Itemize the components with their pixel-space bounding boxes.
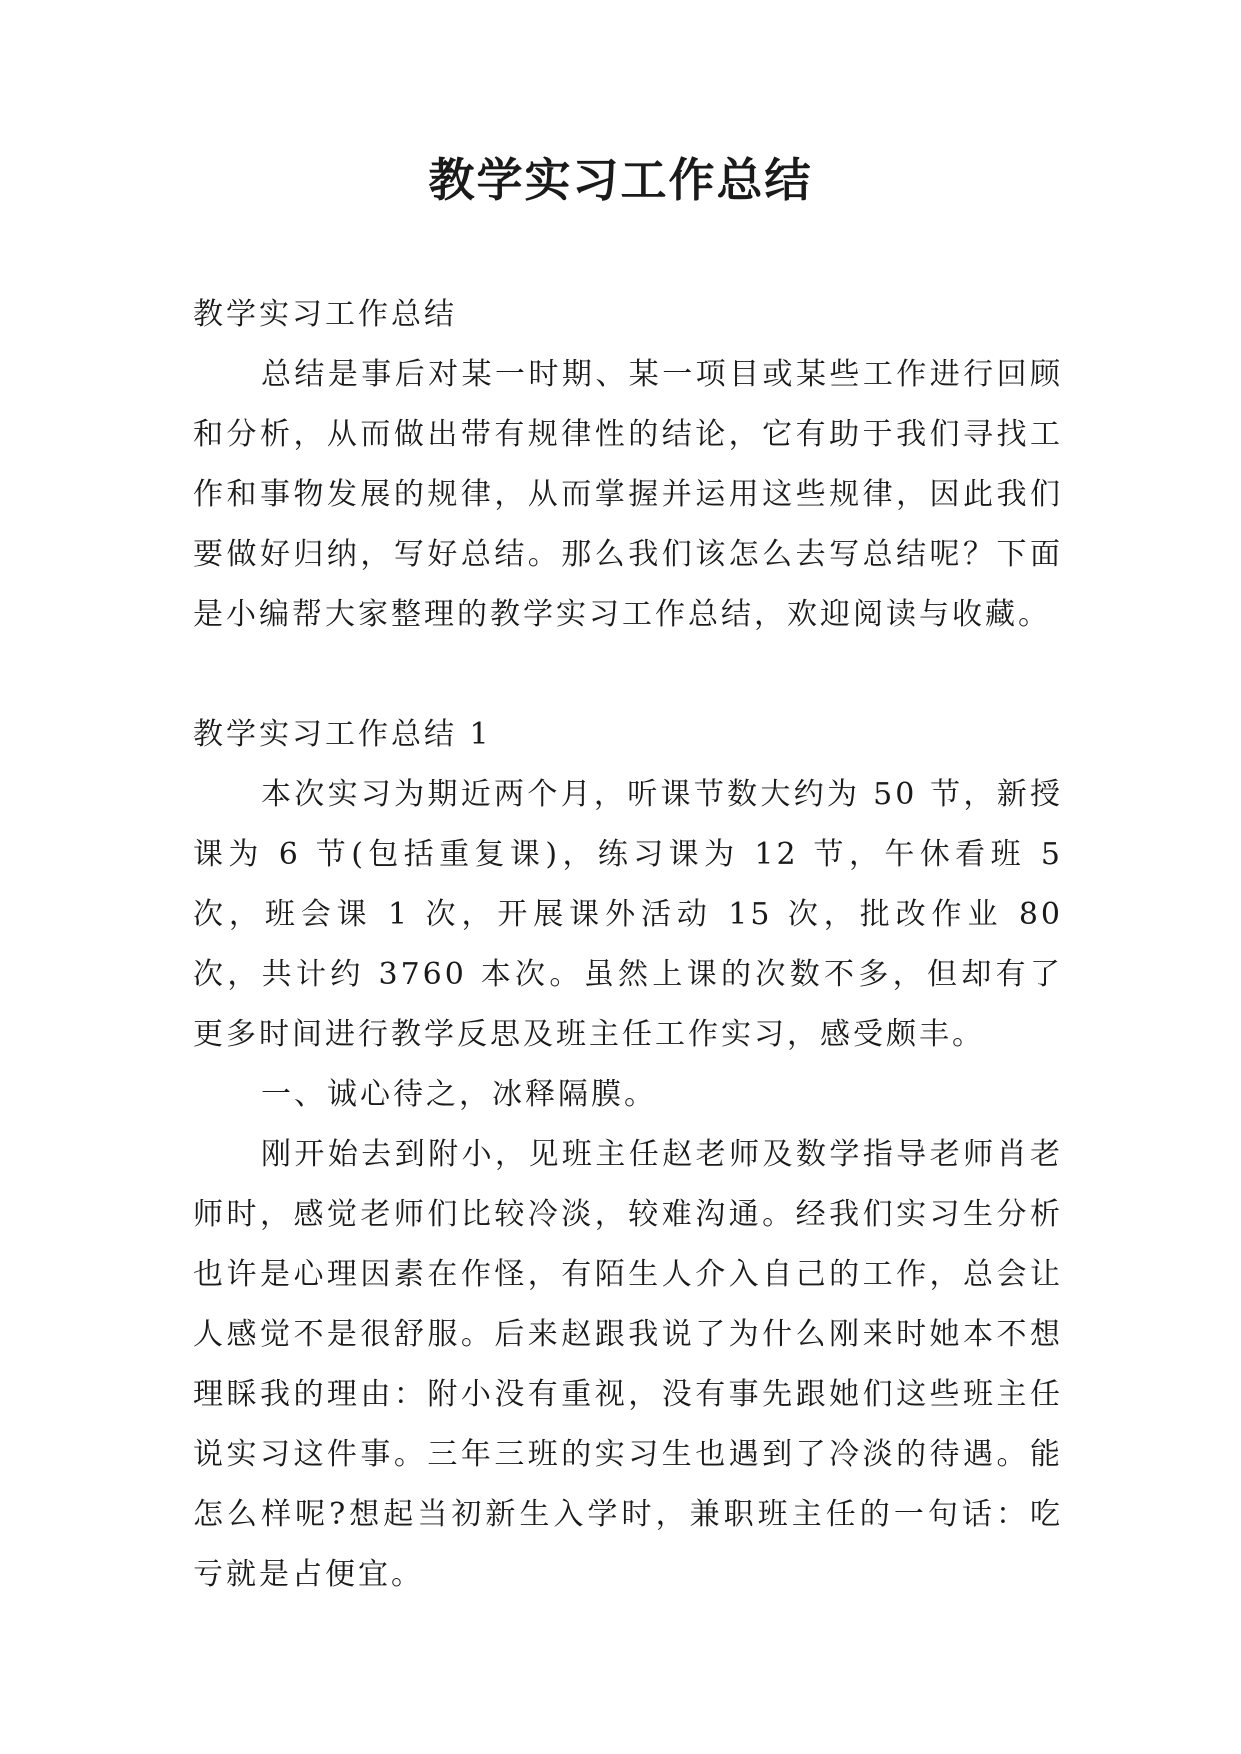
section-1-heading: 教学实习工作总结 1 [193, 717, 492, 752]
document-body [193, 285, 1063, 1605]
intro-heading: 教学实习工作总结 [193, 297, 457, 332]
section-spacer [193, 645, 1063, 705]
section-1-paragraph: 刚开始去到附小，见班主任赵老师及数学指导老师肖老师时，感觉老师们比较冷淡，较难沟通。经我们实习生分析也许是心理因素在作怪，有陌生人介入自己的工作，总会让人感觉不是很舒服。后来赵跟我说了为什么刚来时她本不想理睬我的理由：附小没有重视，没有事先跟她们这些班主任说实习这件事。三年三班的实习生也遇到了冷淡的待遇。能怎么样呢?想起当初新生入学时，兼职班主任的一句话：吃亏就是占便宜。 [193, 1137, 1063, 1592]
section-1-subheading: 一、诚心待之，冰释隔膜。 [261, 1077, 657, 1112]
intro-paragraph: 总结是事后对某一时期、某一项目或某些工作进行回顾和分析，从而做出带有规律性的结论，它有助于我们寻找工作和事物发展的规律，从而掌握并运用这些规律，因此我们要做好归纳，写好总结。那么我们该怎么去写总结呢？下面是小编帮大家整理的教学实习工作总结，欢迎阅读与收藏。 [193, 357, 1063, 632]
section-1-paragraph: 本次实习为期近两个月，听课节数大约为 50 节，新授课为 6 节(包括重复课)，练习课为 12 节，午休看班 5 次，班会课 1 次，开展课外活动 15 次，批改作业 80 次，共计约 3760 本次。虽然上课的次数不多，但却有了更多时间进行教学反思及班主任工作实习，感受颇丰。 [193, 777, 1063, 1052]
document-title: 教学实习工作总结 [428, 153, 813, 207]
